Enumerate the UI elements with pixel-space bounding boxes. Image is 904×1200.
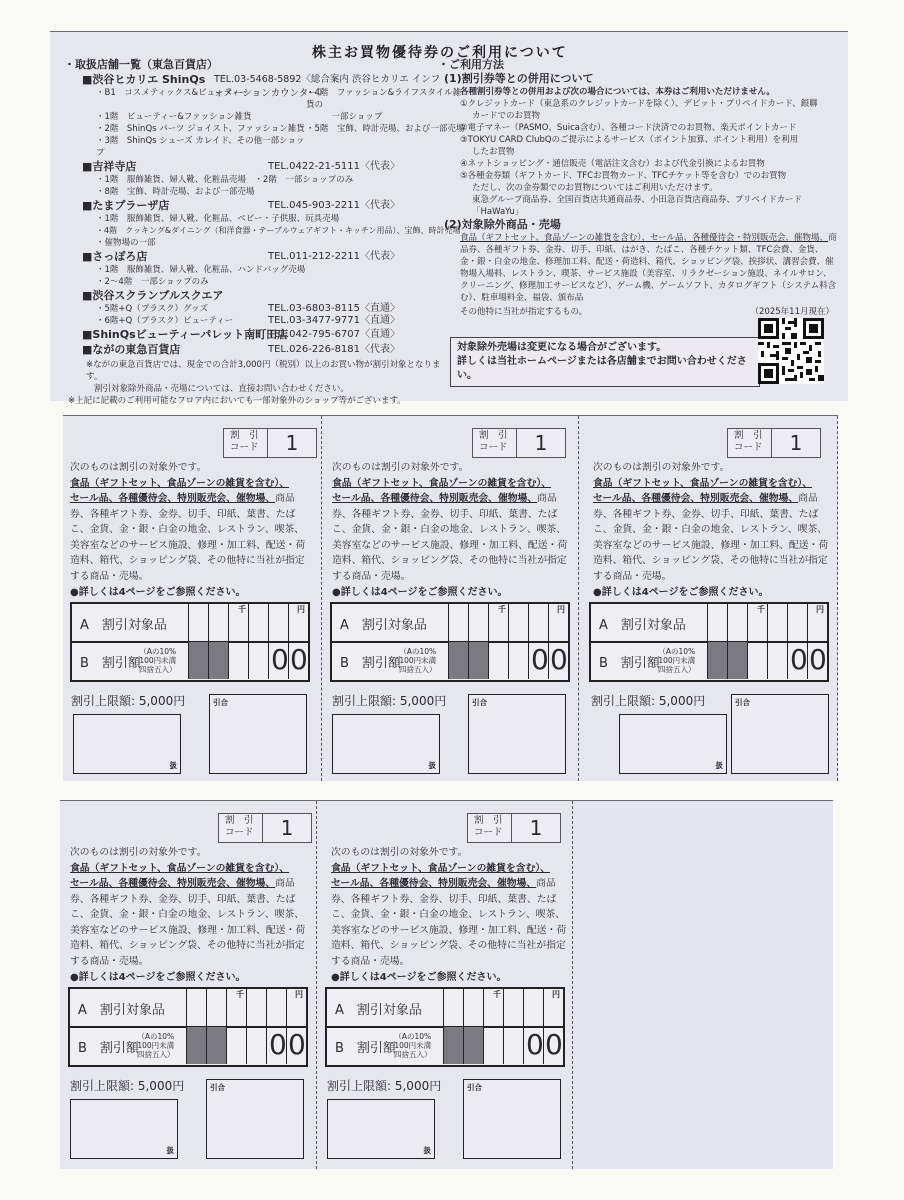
store-tel: TEL.026-226-8181〈代表〉: [268, 344, 401, 355]
row-a: A 割引対象品 千 円: [591, 604, 827, 643]
store-minamimachida: ■ShinQsビューティーパレット南町田店 TEL.042-795-6707〈直通〉: [82, 328, 401, 341]
amount-cell[interactable]: [226, 1027, 246, 1064]
section1-item-cont: カードでのお買物: [472, 111, 541, 121]
section1-item: ⑤各種金券類（ギフトカード、TFCお買物カード、TFCチケット等を含む）でのお買物: [460, 171, 787, 181]
section1-item: ①クレジットカード（東急系のクレジットカードを除く）、デビット・プリペイドカード、銀聯: [460, 99, 818, 109]
store-floor: ・1階 服飾雑貨、婦人靴、化粧品、ハンドバッグ売場: [96, 265, 306, 275]
store-floor: ・8階 宝飾、時計売場、および一部売場: [96, 187, 255, 197]
exclusion-text: 次のものは割引の対象外です。 食品（ギフトセット、食品ゾーンの雑貨を含む）、 セール品、各種優待会、特別販売会、催物場、商品券、各種ギフト券、金券、切手、印紙、葉書、たばこ、金貨、金・銀・白金の地金、レストラン、喫茶、美容室などのサービス施設、修理・加工料、配送・荷造料、箱代、ショッピング袋、その他特に当社が指定する商品・売場。 ●詳しくは4ページをご参照ください。: [331, 845, 569, 986]
store-nagano: ■ながの東急百貨店 TEL.026-226-8181〈代表〉: [82, 343, 401, 356]
store-tel: TEL.042-795-6707〈直通〉: [268, 329, 401, 340]
discount-code-value: 1: [280, 816, 294, 840]
amount-cell[interactable]: [508, 604, 528, 641]
coupon[interactable]: [63, 416, 322, 781]
discount-code-value: 1: [285, 431, 299, 455]
store-tel: TEL.0422-21-5111〈代表〉: [268, 161, 401, 172]
amount-cell[interactable]: [268, 604, 288, 641]
amount-cell[interactable]: [787, 604, 807, 641]
usage-method: [438, 58, 838, 318]
exclusion-text: 次のものは割引の対象外です。 食品（ギフトセット、食品ゾーンの雑貨を含む）、 セール品、各種優待会、特別販売会、催物場、商品券、各種ギフト券、金券、切手、印紙、葉書、たばこ、金貨、金・銀・白金の地金、レストラン、喫茶、美容室などのサービス施設、修理・加工料、配送・荷造料、箱代、ショッピング袋、その他特に当社が指定する商品・売場。 ●詳しくは4ページをご参照ください。: [593, 460, 831, 601]
usage-heading: ・ご利用方法: [438, 58, 504, 71]
amount-cell[interactable]: 千: [488, 604, 508, 641]
amount-cell[interactable]: 円: [543, 989, 561, 1026]
section1-item-cont: 東急グループ商品券、全国百貨店共通商品券、小田急百貨店商品券、プリペイドカード: [472, 195, 803, 205]
section1-item-cont: 「HaWaYu」: [472, 207, 524, 217]
amount-cell[interactable]: [528, 604, 548, 641]
row-a: A 割引対象品 千 円: [70, 989, 306, 1028]
note: ※上記に記載のご利用可能なフロア内においても一部対象外のショップ等がございます。: [68, 396, 406, 406]
row-a: A 割引対象品 千 円: [327, 989, 563, 1028]
store-floor: ・4階 クッキング&ダイニング（和洋食器・テーブルウェアギフト・キッチン用品）、宝飾、時計売場: [96, 226, 461, 235]
amount-cell[interactable]: [523, 989, 543, 1026]
perforation-line[interactable]: [837, 416, 838, 781]
discount-calc-table: [70, 602, 310, 682]
coupon[interactable]: [322, 416, 579, 781]
amount-cell[interactable]: [767, 604, 787, 641]
page-title: 株主お買物優待券のご利用について: [312, 45, 568, 61]
coupon[interactable]: [317, 801, 573, 1169]
row-b: B 割引額 （Aの10% 100円未満 四捨五入） 0 0: [332, 642, 568, 679]
section1-item-cont: ただし、次の金券類でのお買物についてはご利用いただけます。: [472, 183, 718, 193]
section1-heading: (1)割引券等との併用について: [444, 72, 594, 85]
amount-cell[interactable]: [246, 1027, 266, 1064]
amount-cell[interactable]: [266, 989, 286, 1026]
amount-cell[interactable]: [747, 642, 767, 679]
discount-limit: 割引上限額: 5,000円: [332, 694, 447, 708]
amount-cell[interactable]: [448, 604, 468, 641]
exclusion-text: 次のものは割引の対象外です。 食品（ギフトセット、食品ゾーンの雑貨を含む）、 セール品、各種優待会、特別販売会、催物場、商品券、各種ギフト券、金券、切手、印紙、葉書、たばこ、金貨、金・銀・白金の地金、レストラン、喫茶、美容室などのサービス施設、修理・加工料、配送・荷造料、箱代、ショッピング袋、その他特に当社が指定する商品・売場。 ●詳しくは4ページをご参照ください。: [332, 460, 570, 601]
handler-stamp-box[interactable]: 扱: [73, 714, 181, 774]
exclusion-text: 次のものは割引の対象外です。 食品（ギフトセット、食品ゾーンの雑貨を含む）、 セール品、各種優待会、特別販売会、催物場、商品券、各種ギフト券、金券、切手、印紙、葉書、たばこ、金貨、金・銀・白金の地金、レストラン、喫茶、美容室などのサービス施設、修理・加工料、配送・荷造料、箱代、ショッピング袋、その他特に当社が指定する商品・売場。 ●詳しくは4ページをご参照ください。: [70, 460, 308, 601]
amount-cell[interactable]: 千: [483, 989, 503, 1026]
row-a: A 割引対象品 千 円: [72, 604, 308, 643]
discount-calc-table: [325, 987, 565, 1067]
usage-info-sheet: [50, 31, 848, 406]
amount-cell[interactable]: [503, 1027, 523, 1064]
discount-limit: 割引上限額: 5,000円: [327, 1079, 442, 1093]
qr-code-icon[interactable]: [758, 318, 824, 384]
amount-cell[interactable]: [727, 604, 747, 641]
store-tel: TEL.045-903-2211〈代表〉: [268, 200, 401, 211]
amount-cell[interactable]: 円: [286, 989, 304, 1026]
see-page-note: ●詳しくは4ページをご参照ください。: [332, 587, 508, 598]
amount-cell[interactable]: [186, 989, 206, 1026]
amount-cell[interactable]: 千: [228, 604, 248, 641]
match-stamp-box[interactable]: 引合: [209, 694, 307, 774]
row-b: B 割引額 （Aの10% 100円未満 四捨五入） 0 0: [70, 1027, 306, 1064]
amount-cell[interactable]: [246, 989, 266, 1026]
store-floor: ・6階+Q（プラスク）ビューティー TEL.03-3477-9771〈直通〉: [96, 315, 401, 326]
discount-limit: 割引上限額: 5,000円: [70, 1079, 185, 1093]
discount-code-value: 1: [534, 431, 548, 455]
discount-code-box: 割 引 コード 1: [472, 428, 566, 458]
section1-item: ②電子マネー（PASMO、Suica含む）、各種コード決済でのお買物、楽天ポイントカード: [460, 123, 797, 133]
store-tama-plaza: ■たまプラーザ店 TEL.045-903-2211〈代表〉: [82, 199, 401, 212]
match-stamp-box[interactable]: 引合: [468, 694, 566, 774]
discount-code-value: 1: [789, 431, 803, 455]
row-b: B 割引額 （Aの10% 100円未満 四捨五入） 0 0: [327, 1027, 563, 1064]
handler-stamp-box[interactable]: 扱: [332, 714, 440, 774]
match-stamp-box[interactable]: 引合: [206, 1079, 304, 1159]
section1-item: ④ネットショッピング・通信販売（電話注文含む）および代金引換によるお買物: [460, 159, 765, 169]
store-tel: TEL.03-3477-9771〈直通〉: [268, 315, 401, 326]
store-sapporo: ■さっぽろ店 TEL.011-212-2211〈代表〉: [82, 250, 401, 263]
amount-cell[interactable]: [228, 642, 248, 679]
amount-cell[interactable]: [463, 989, 483, 1026]
section2-footer: その他特に当社が指定するもの。 （2025年11月現在）: [460, 307, 834, 317]
amount-cell[interactable]: 円: [807, 604, 825, 641]
store-floor: ・2～4階 一部ショップのみ: [96, 277, 209, 287]
store-floor: ・1階 服飾雑貨、婦人靴、化粧品売場 ・2階 一部ショップのみ: [96, 175, 354, 185]
handler-stamp-box[interactable]: 扱: [327, 1099, 435, 1159]
amount-cell[interactable]: [248, 642, 268, 679]
amount-cell[interactable]: [443, 989, 463, 1026]
row-b: B 割引額 （Aの10% 100円未満 四捨五入） 0 0: [72, 642, 308, 679]
section2-body: 食品（ギフトセット、食品ゾーンの雑貨を含む）、セール品、各種優待会・特別販売会、催物場、商品券、各種ギフト券、金券、切手、印紙、はがき、たばこ、各種チケット類、TFC会費、金貨、金・銀・白金の地金、修理加工料、配送・荷造料、箱代、ショッピング袋、挨拶状、講習会費、催物場入場料、レストラン、喫茶、サービス施設（美容室、リラクゼーション施設、ネイルサロン、クリーニング、修理加工サービスなど）、ゲーム機、ゲームソフト、カタログギフト（システム料含む）、駐車場料金、福袋、頒布品: [460, 233, 837, 303]
notice-box: 対象除外売場は変更になる場合がございます。 詳しくは当社ホームページまたは各店舗までお問い合わせください。: [450, 337, 760, 387]
amount-cell[interactable]: [248, 604, 268, 641]
see-page-note: ●詳しくは4ページをご参照ください。: [593, 587, 769, 598]
exclusion-text: 次のものは割引の対象外です。 食品（ギフトセット、食品ゾーンの雑貨を含む）、 セール品、各種優待会、特別販売会、催物場、商品券、各種ギフト券、金券、切手、印紙、葉書、たばこ、金貨、金・銀・白金の地金、レストラン、喫茶、美容室などのサービス施設、修理・加工料、配送・荷造料、箱代、ショッピング袋、その他特に当社が指定する商品・売場。 ●詳しくは4ページをご参照ください。: [70, 845, 308, 986]
discount-code-value: 1: [529, 816, 543, 840]
store-tel: TEL.03-5468-5892〈総合案内 渋谷ヒカリエ インフォメーションカウンター〉: [214, 74, 441, 99]
store-floor: ・催物場の一部: [96, 238, 156, 248]
row-a: A 割引対象品 千 円: [332, 604, 568, 643]
store-tel: TEL.011-212-2211〈代表〉: [268, 251, 401, 262]
note: ※ながの東急百貨店では、現金での合計3,000円（税別）以上のお買い物が割引対象となります。: [86, 360, 441, 382]
store-list-heading: ・取扱店舗一覧（東急百貨店）: [64, 58, 218, 71]
store-shibuya-scramble: ■渋谷スクランブルスクエア: [82, 289, 224, 302]
discount-code-box: 割 引 コード 1: [218, 813, 312, 843]
section2-heading: (2)対象除外商品・売場: [444, 218, 561, 231]
note: 割引対象除外商品・売場については、直接お問い合わせください。: [94, 384, 349, 394]
section1-item: ③TOKYU CARD ClubQのご提示によるサービス（ポイント加算、ポイント利用）を利用: [460, 135, 799, 145]
amount-cell[interactable]: [468, 604, 488, 641]
see-page-note: ●詳しくは4ページをご参照ください。: [70, 587, 246, 598]
amount-cell[interactable]: 千: [226, 989, 246, 1026]
match-stamp-box[interactable]: 引合: [731, 694, 829, 774]
discount-code-box: 割 引 コード 1: [727, 428, 821, 458]
amount-cell[interactable]: [707, 604, 727, 641]
section1-item-cont: したお買物: [472, 147, 515, 157]
amount-cell[interactable]: [188, 604, 208, 641]
store-floor: ・1階 服飾雑貨、婦人靴、化粧品、ベビー・子供服、玩具売場: [96, 214, 340, 224]
discount-calc-table: [589, 602, 829, 682]
store-floors: ・B1 コスメティックス&ビューティー ・4階 ファッション&ライフスタイル雑貨の ・1階 ビューティー&ファッション雑貨 一部ショップ ・2階 ShinQs パーツ ジョイスト、ファッション雑貨 ・5階 宝飾、時計売場、および一部売場 ・3階 ShinQs シューズ カレイド、その他一部ショップ: [96, 88, 465, 158]
see-page-note: ●詳しくは4ページをご参照ください。: [70, 972, 246, 983]
amount-cell[interactable]: [206, 989, 226, 1026]
amount-cell[interactable]: [508, 642, 528, 679]
match-stamp-box[interactable]: 引合: [463, 1079, 561, 1159]
amount-cell[interactable]: [488, 642, 508, 679]
discount-limit: 割引上限額: 5,000円: [591, 694, 706, 708]
as-of-date: （2025年11月現在）: [750, 307, 834, 317]
removed-coupon-area: [573, 801, 833, 1169]
discount-code-box: 割 引 コード 1: [223, 428, 317, 458]
discount-calc-table: [330, 602, 570, 682]
coupon[interactable]: [579, 416, 838, 781]
amount-cell[interactable]: [767, 642, 787, 679]
see-page-note: ●詳しくは4ページをご参照ください。: [331, 972, 507, 983]
discount-limit: 割引上限額: 5,000円: [71, 694, 186, 708]
amount-cell[interactable]: [503, 989, 523, 1026]
handler-stamp-box[interactable]: 扱: [619, 714, 727, 774]
store-tel: TEL.03-6803-8115〈直通〉: [268, 303, 401, 314]
coupon-sheet-2: [60, 800, 833, 1169]
amount-cell[interactable]: [483, 1027, 503, 1064]
amount-cell[interactable]: 円: [548, 604, 566, 641]
store-floor: ・5階+Q（プラスク）グッズ TEL.03-6803-8115〈直通〉: [96, 303, 401, 314]
row-b: B 割引額 （Aの10% 100円未満 四捨五入） 0 0: [591, 642, 827, 679]
store-kichijoji: ■吉祥寺店 TEL.0422-21-5111〈代表〉: [82, 160, 401, 173]
discount-calc-table: [68, 987, 308, 1067]
amount-cell[interactable]: [208, 604, 228, 641]
store-list: [64, 58, 465, 407]
coupon[interactable]: [60, 801, 317, 1169]
amount-cell[interactable]: 円: [288, 604, 306, 641]
amount-cell[interactable]: 千: [747, 604, 767, 641]
store-shibuya-hikarie: ■渋谷ヒカリエ ShinQs TEL.03-5468-5892〈総合案内 渋谷ヒカリエ インフォメーションカウンター〉: [82, 73, 444, 87]
coupon-sheet-1: [63, 415, 838, 781]
discount-code-box: 割 引 コード 1: [467, 813, 561, 843]
handler-stamp-box[interactable]: 扱: [70, 1099, 178, 1159]
section1-lead: 各種割引券等との併用および次の場合については、本券はご利用いただけません。: [460, 87, 775, 97]
